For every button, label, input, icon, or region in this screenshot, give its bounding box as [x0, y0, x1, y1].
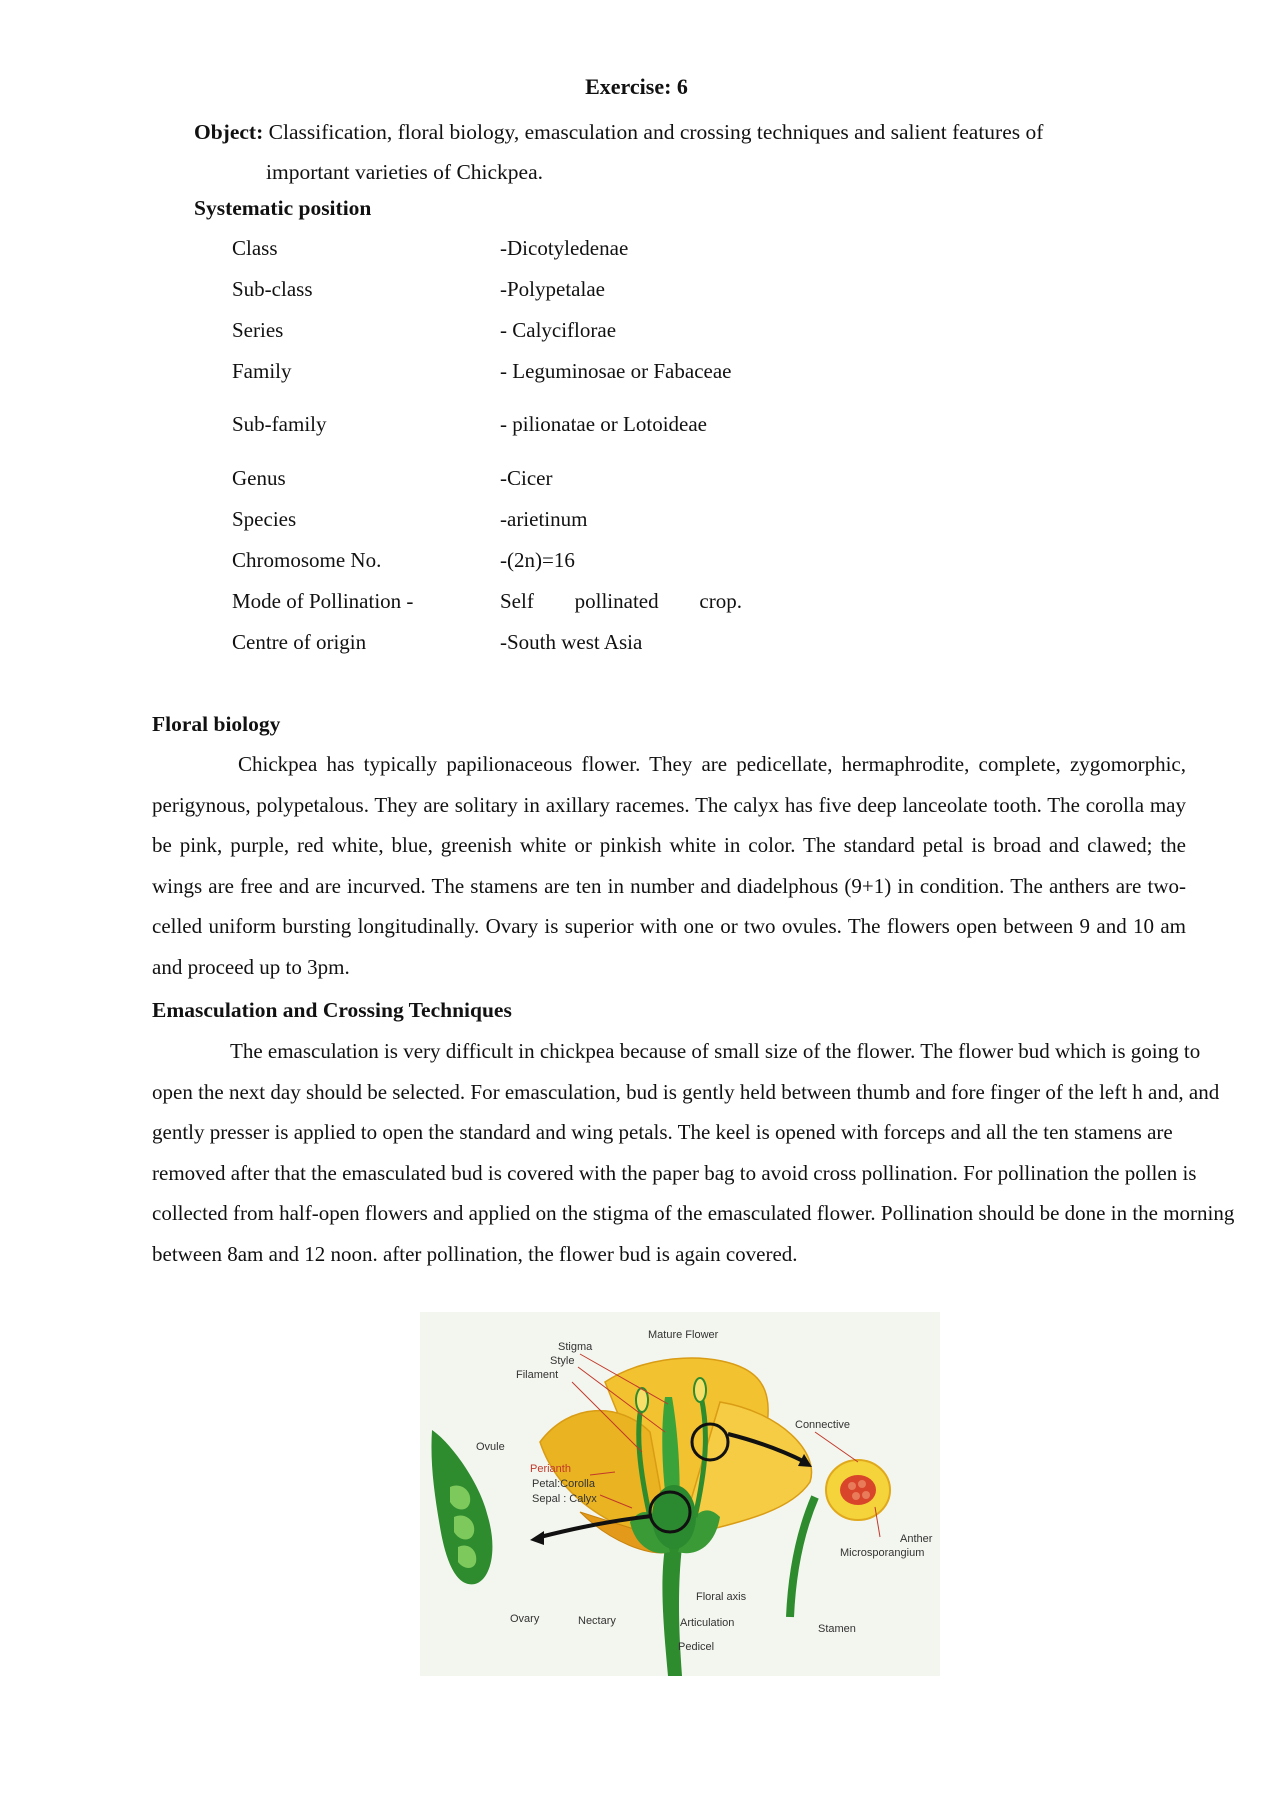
taxonomy-value-word: crop.: [699, 589, 742, 613]
taxonomy-row: [0, 277, 1273, 307]
taxonomy-row: [0, 630, 1273, 660]
taxonomy-value: -Dicotyledenae: [500, 236, 629, 260]
taxonomy-row: [0, 359, 1273, 389]
taxonomy-value: -Polypetalae: [500, 277, 605, 301]
taxonomy-row: [0, 548, 1273, 578]
taxonomy-row: [0, 589, 1273, 619]
stamen-detail-filament: [790, 1497, 815, 1617]
label-sepal-calyx: Sepal : Calyx: [532, 1493, 597, 1505]
taxonomy-row: [0, 412, 1273, 442]
pollen-grain: [852, 1492, 860, 1500]
emasculation-heading: Emasculation and Crossing Techniques: [152, 998, 512, 1022]
taxonomy-key: Sub-family: [232, 412, 327, 436]
object-statement: [194, 112, 1134, 192]
label-mature-flower: Mature Flower: [648, 1329, 719, 1341]
taxonomy-value: - Leguminosae or Fabaceae: [500, 359, 732, 383]
microsporangium-shape: [840, 1475, 876, 1505]
taxonomy-key: Series: [232, 318, 284, 342]
label-stamen: Stamen: [818, 1623, 856, 1635]
taxonomy-key: Chromosome No.: [232, 548, 382, 572]
pollen-grain: [862, 1491, 870, 1499]
taxonomy-key: Species: [232, 507, 297, 531]
object-line-2: important varieties of Chickpea.: [266, 160, 544, 184]
label-perianth: Perianth: [530, 1463, 571, 1475]
taxonomy-row: [0, 236, 1273, 266]
taxonomy-value-word: Self: [500, 589, 534, 613]
floral-axis-shape: [662, 1547, 682, 1676]
taxonomy-key: Genus: [232, 466, 286, 490]
label-stigma: Stigma: [558, 1341, 593, 1353]
leader-line: [815, 1432, 858, 1462]
taxonomy-row: [0, 318, 1273, 348]
emasculation-paragraph: The emasculation is very difficult in chickpea because of small size of the flower. The flower bud which is going to open the next day should be selected. For emasculation, bud is gently held between thumb and fore finger of the left h and, and gently presser is applied to open the standard and wing petals. The keel is opened with forceps and all the ten stamens are removed after that the emasculated bud is covered with the paper bag to avoid cross pollination. For pollination the pollen is collected from half-open flowers and applied on the stigma of the emasculated flower. Pollination should be done in the morning between 8am and 12 noon. after pollination, the flower bud is again covered.: [152, 1039, 1235, 1266]
label-ovary: Ovary: [510, 1613, 540, 1625]
label-style: Style: [550, 1355, 575, 1367]
floral-biology-heading: Floral biology: [152, 712, 281, 736]
floral-biology-paragraph: Chickpea has typically papilionaceous flower. They are pedicellate, hermaphrodite, complete, zygomorphic, perigynous, polypetalous. They are solitary in axillary racemes. The calyx has five deep lanceolate tooth. The corolla may be pink, purple, red white, blue, greenish white or pinkish white in color. The standard petal is broad and clawed; the wings are free and are incurved. The stamens are ten in number and diadelphous (9+1) in condition. The anthers are two-celled uniform bursting longitudinally. Ovary is superior with one or two ovules. The flowers open between 9 and 10 am and proceed up to 3pm.: [152, 752, 1186, 979]
label-articulation: Articulation: [680, 1617, 735, 1629]
label-floral-axis: Floral axis: [696, 1591, 747, 1603]
label-microsporangium: Microsporangium: [840, 1547, 925, 1559]
pollen-grain: [858, 1480, 866, 1488]
label-pedicel: Pedicel: [678, 1641, 715, 1653]
flower-diagram-svg: [420, 1312, 940, 1676]
taxonomy-key: Centre of origin: [232, 630, 367, 654]
arrow-head: [530, 1531, 544, 1545]
taxonomy-value: -(2n)=16: [500, 548, 575, 572]
taxonomy-value: -Cicer: [500, 466, 553, 490]
taxonomy-value: -arietinum: [500, 507, 588, 531]
taxonomy-key: Sub-class: [232, 277, 313, 301]
taxonomy-value: - Calyciflorae: [500, 318, 617, 342]
label-petal-corolla: Petal:Corolla: [532, 1478, 595, 1490]
taxonomy-row: [0, 507, 1273, 537]
label-connective: Connective: [795, 1419, 851, 1431]
label-filament: Filament: [516, 1369, 559, 1381]
taxonomy-row: [0, 466, 1273, 496]
exercise-title: Exercise: 6: [585, 74, 688, 99]
anther-shape: [694, 1378, 706, 1402]
taxonomy-key: Class: [232, 236, 278, 260]
object-label: Object:: [194, 120, 264, 144]
systematic-position-heading: Systematic position: [194, 196, 372, 220]
label-anther: Anther: [900, 1533, 933, 1545]
taxonomy-value: - pilionatae or Lotoideae: [500, 412, 707, 436]
object-line-1: Classification, floral biology, emasculation and crossing techniques and salient features of: [268, 120, 1044, 144]
taxonomy-key: Family: [232, 359, 292, 383]
pollen-grain: [848, 1482, 856, 1490]
flower-diagram: [420, 1312, 940, 1676]
label-ovule: Ovule: [476, 1441, 505, 1453]
taxonomy-key: Mode of Pollination -: [232, 589, 414, 613]
taxonomy-value-word: pollinated: [574, 589, 659, 613]
taxonomy-value: [500, 589, 742, 614]
taxonomy-value: -South west Asia: [500, 630, 643, 654]
label-nectary: Nectary: [578, 1615, 616, 1627]
